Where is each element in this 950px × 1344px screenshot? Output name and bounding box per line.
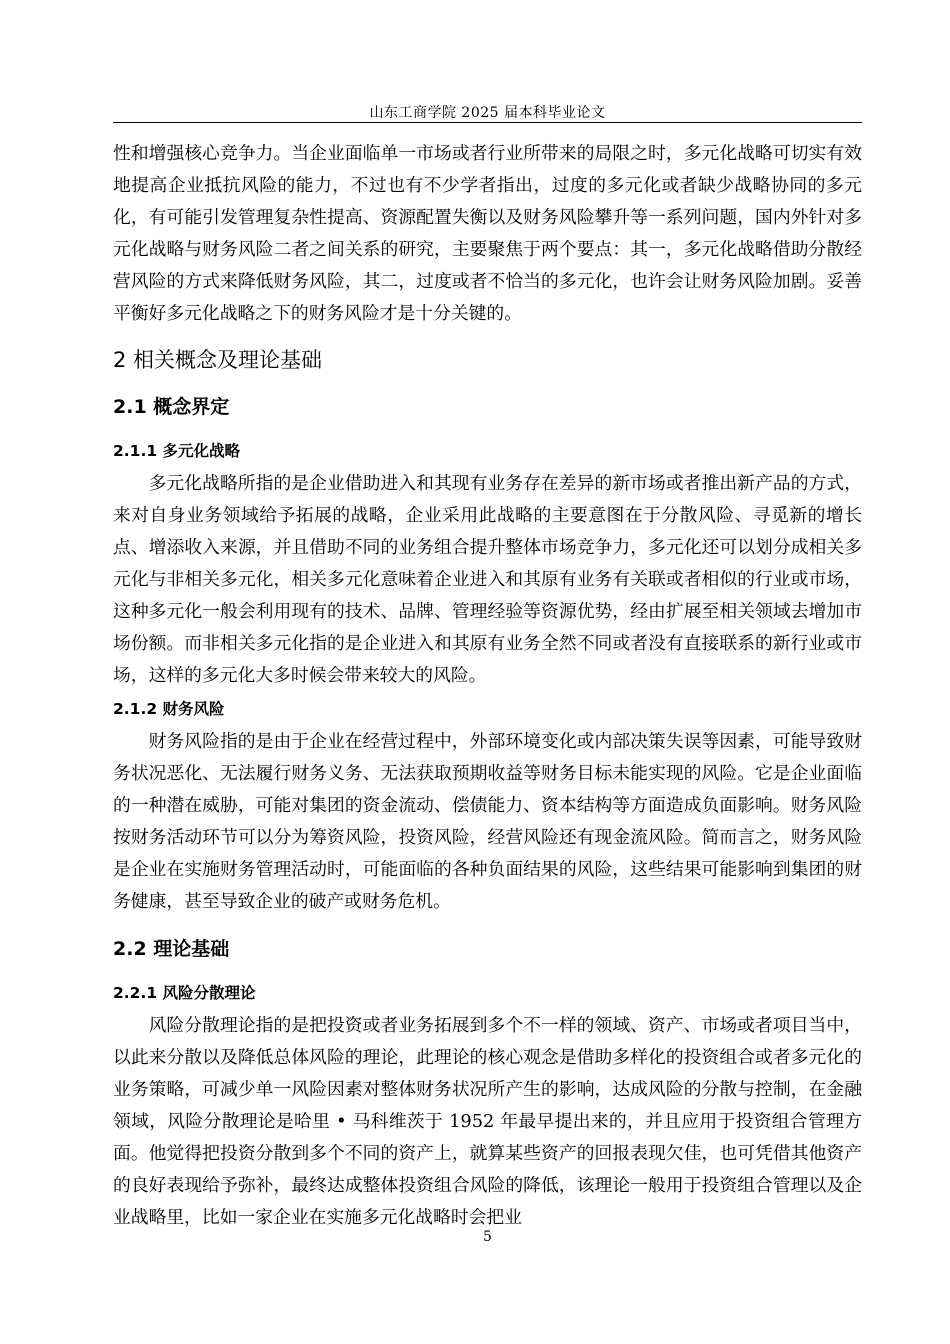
running-header: 山东工商学院 2025 届本科毕业论文: [369, 105, 606, 121]
subsection-2-2-1-heading: 2.2.1 风险分散理论: [113, 984, 256, 1002]
spacer: [113, 918, 862, 928]
chapter-2-heading: 2 相关概念及理论基础: [113, 348, 323, 372]
subsection-2-1-2-heading: 2.1.2 财务风险: [113, 700, 225, 718]
intro-paragraph: 性和增强核心竞争力。当企业面临单一市场或者行业所带来的局限之时，多元化战略可切实有效地提高企业抵抗风险的能力，不过也有不少学者指出，过度的多元化或者缺少战略协同的多元化，有可能引发管理复杂性提高、资源配置失衡以及财务风险攀升等一系列问题，国内外针对多元化战略与财务风险二者之间关系的研究，主要聚焦于两个要点：其一，多元化战略借助分散经营风险的方式来降低财务风险，其二，过度或者不恰当的多元化，也许会让财务风险加剧。妥善平衡好多元化战略之下的财务风险才是十分关键的。: [113, 143, 862, 324]
subsection-2-1-1-heading: 2.1.1 多元化战略: [113, 442, 241, 460]
subsection-2-1-1-paragraph: 多元化战略所指的是企业借助进入和其现有业务存在差异的新市场或者推出新产品的方式，来对自身业务领域给予拓展的战略，企业采用此战略的主要意图在于分散风险、寻觅新的增长点、增添收入来源，并且借助不同的业务组合提升整体市场竞争力，多元化还可以划分成相关多元化与非相关多元化，相关多元化意味着企业进入和其原有业务有关联或者相似的行业或市场，这种多元化一般会利用现有的技术、品牌、管理经验等资源优势，经由扩展至相关领域去增加市场份额。而非相关多元化指的是企业进入和其原有业务全然不同或者没有直接联系的新行业或市场，这样的多元化大多时候会带来较大的风险。: [113, 473, 862, 686]
section-2-2-heading: 2.2 理论基础: [113, 938, 230, 960]
section-2-1-heading: 2.1 概念界定: [113, 396, 230, 418]
document-body: [113, 138, 862, 1234]
header-rule: [113, 122, 862, 123]
page-number: 5: [483, 1229, 492, 1245]
spacer: [113, 330, 862, 336]
subsection-2-2-1-paragraph: 风险分散理论指的是把投资或者业务拓展到多个不一样的领域、资产、市场或者项目当中，以此来分散以及降低总体风险的理论，此理论的核心观念是借助多样化的投资组合或者多元化的业务策略，可减少单一风险因素对整体财务状况所产生的影响，达成风险的分散与控制，在金融领域，风险分散理论是哈里 • 马科维茨于 1952 年最早提出来的，并且应用于投资组合管理方面。他觉得把投资分散到多个不同的资产上，就算某些资产的回报表现欠佳，也可凭借其他资产的良好表现给予弥补，最终达成整体投资组合风险的降低，该理论一般用于投资组合管理以及企业战略里，比如一家企业在实施多元化战略时会把业: [113, 1015, 862, 1228]
subsection-2-1-2-paragraph: 财务风险指的是由于企业在经营过程中，外部环境变化或内部决策失误等因素，可能导致财务状况恶化、无法履行财务义务、无法获取预期收益等财务目标未能实现的风险。它是企业面临的一种潜在威胁，可能对集团的资金流动、偿债能力、资本结构等方面造成负面影响。财务风险按财务活动环节可以分为筹资风险，投资风险，经营风险还有现金流风险。简而言之，财务风险是企业在实施财务管理活动时，可能面临的各种负面结果的风险，这些结果可能影响到集团的财务健康，甚至导致企业的破产或财务危机。: [113, 731, 862, 912]
